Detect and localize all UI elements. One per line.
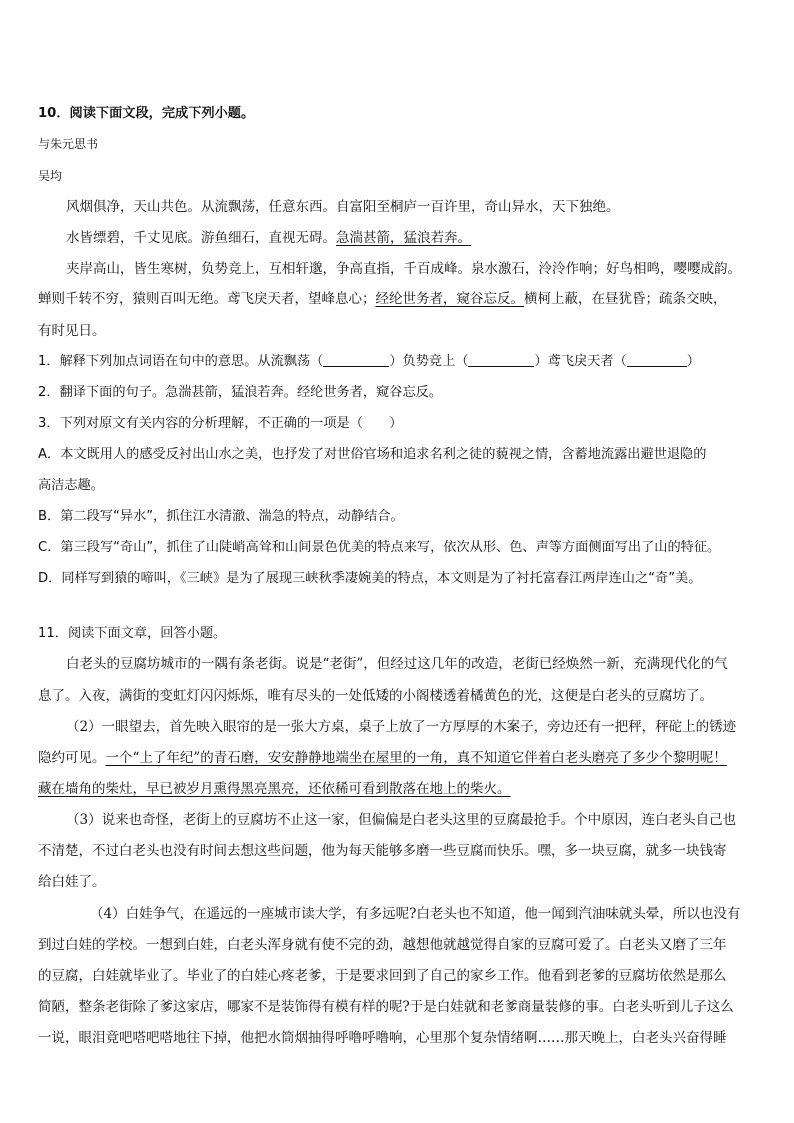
answer-blank-1[interactable] <box>323 352 389 367</box>
q10-p3-underlined: 经纶世务者，窥谷忘反。 <box>375 291 524 307</box>
q10-sub-1 <box>38 352 700 372</box>
sub1-text-a: 1．解释下列加点词语在句中的意思。从流飘荡（ <box>38 354 324 369</box>
q11-p2-underlined-a: 一个“上了年纪”的青石磨，安安静静地端坐在屋里的一角，真不知道它伴着白老头磨亮了多少个黎明呢！ <box>105 750 727 766</box>
q10-option-d: D．同样写到猿的啼叫，《三峡》是为了展现三峡秋季凄婉美的特点，本文则是为了衬托富春江两岸连山之“奇”美。 <box>38 571 702 586</box>
q10-paragraph-3-line-1: 夹岸高山，皆生寒树，负势竞上，互相轩邈，争高直指，千百成峰。泉水激石，泠泠作响；好鸟相鸣，嘤嘤成韵。 <box>66 261 741 277</box>
sub1-text-c: ）鸢飞戾天者（ <box>534 354 627 369</box>
q11-p2-underlined-c: 还依稀可看到散落在地上的柴火。 <box>308 781 511 797</box>
q10-option-b: B．第二段写“异水”，抓住江水清澈、湍急的特点，动静结合。 <box>38 509 404 524</box>
q10-option-c: C．第三段写“奇山”，抓住了山陡峭高耸和山间景色优美的特点来写，依次从形、色、声等方面侧面写出了山的特征。 <box>38 540 721 555</box>
q10-option-a-line-1: A．本文既用人的感受反衬出山水之美，也抒发了对世俗官场和追求名利之徒的藐视之情，含蓄地流露出避世退隐的 <box>38 447 707 462</box>
q11-paragraph-1-line-2: 息了。入夜，满街的变虹灯闪闪烁烁，唯有尽头的一处低矮的小阁楼透着橘黄色的光，这便是白老头的豆腐坊了。 <box>38 688 713 704</box>
q11-paragraph-3-line-1: （3）说来也奇怪，老街上的豆腐坊不止这一家，但偏偏是白老头这里的豆腐最抢手。个中原因，连白老头自己也 <box>66 812 737 828</box>
answer-blank-2[interactable] <box>468 352 534 367</box>
q11-p2-underlined-b: 藏在墙角的柴灶，早已被岁月熏得黑亮黑亮， <box>38 781 308 797</box>
q11-paragraph-4-line-5: 一说，眼泪竟吧嗒吧嗒地往下掉，他把水筒烟抽得呼噜呼噜响，心里那个复杂情绪啊……那天晚上，白老头兴奋得睡 <box>38 1030 727 1046</box>
sub1-text-d: ） <box>686 354 700 369</box>
q10-paragraph-3-line-3: 有时见日。 <box>38 323 106 339</box>
q10-p3-text-b: 横柯上蔽，在昼犹昏；疏条交映， <box>524 291 727 307</box>
q11-paragraph-1-line-1: 白老头的豆腐坊城市的一隅有条老街。说是“老街”，但经过这几年的改造，老街已经焕然一新，充满现代化的气 <box>66 656 728 672</box>
q11-paragraph-4-line-2: 到过白娃的学校。一想到白娃，白老头浑身就有使不完的劲，越想他就越觉得自家的豆腐可爱了。白老头又磨了三年 <box>38 937 727 953</box>
q11-paragraph-4-line-1: （4）白娃争气，在遥远的一座城市读大学，有多远呢?白老头也不知道，他一闻到汽油味就头晕，所以也没有 <box>90 906 741 922</box>
q10-paragraph-3-line-2 <box>38 289 727 309</box>
sub1-text-b: ）负势竞上（ <box>389 354 469 369</box>
q10-sub-3: 3．下列对原文有关内容的分析理解，不正确的一项是（ ） <box>38 416 403 431</box>
answer-blank-3[interactable] <box>627 352 687 367</box>
q10-p2-text: 水皆缥碧，千丈见底。游鱼细石，直视无碍。 <box>66 230 336 246</box>
q11-paragraph-2-line-1: （2）一眼望去，首先映入眼帘的是一张大方桌，桌子上放了一方厚厚的木案子，旁边还有一把秤，秤砣上的锈迹 <box>66 719 737 735</box>
q11-paragraph-4-line-3: 的豆腐，白娃就毕业了。毕业了的白娃心疼老爹，于是要求回到了自己的家乡工作。他看到老爹的豆腐坊依然是那么 <box>38 968 727 984</box>
q11-paragraph-4-line-4: 简陋，整条老街除了爹这家店，哪家不是装饰得有模有样的呢?于是白娃就和老爹商量装修的事。白老头听到儿子这么 <box>38 999 734 1015</box>
q10-heading: 10．阅读下面文段，完成下列小题。 <box>38 106 255 121</box>
q11-paragraph-2-line-2 <box>38 748 727 768</box>
q11-paragraph-3-line-3: 给白娃了。 <box>38 874 106 890</box>
q10-paragraph-2 <box>66 228 471 248</box>
q11-paragraph-3-line-2: 不清楚，不过白老头也没有时间去想这些问题，他为每天能够多磨一些豆腐而快乐。嘿，多一块豆腐，就多一块钱寄 <box>38 843 727 859</box>
q10-p2-underlined: 急湍甚箭，猛浪若奔。 <box>336 230 471 246</box>
q11-paragraph-2-line-3 <box>38 779 511 799</box>
q11-p2-text: 隐约可见。 <box>38 750 106 766</box>
q10-title: 与朱元思书 <box>38 137 99 151</box>
q10-p3-text-a: 蝉则千转不穷，猿则百叫无绝。鸢飞戾天者，望峰息心； <box>38 291 376 307</box>
q10-option-a-line-2: 高洁志趣。 <box>38 478 104 493</box>
q10-sub-2: 2．翻译下面的句子。急湍甚箭，猛浪若奔。经纶世务者，窥谷忘反。 <box>38 385 443 400</box>
q11-heading: 11．阅读下面文章，回答小题。 <box>38 626 227 641</box>
q10-author: 吴均 <box>38 169 63 183</box>
q10-paragraph-1: 风烟俱净，天山共色。从流飘荡，任意东西。自富阳至桐庐一百许里，奇山异水，天下独绝。 <box>66 199 620 215</box>
